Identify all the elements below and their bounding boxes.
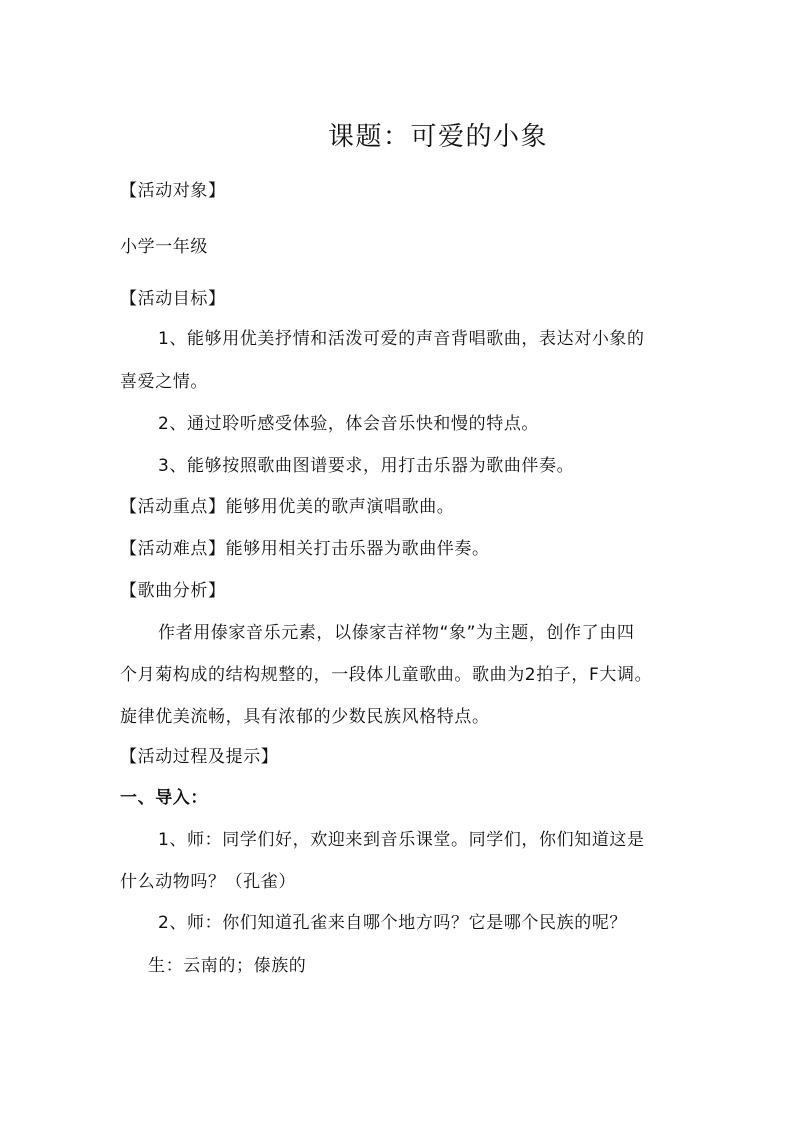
goal-1-line2: 喜爱之情。 [120, 372, 208, 392]
page-title: 课题：可爱的小象 [328, 122, 549, 152]
difficulty: 【活动难点】能够用相关打击乐器为歌曲伴奏。 [120, 539, 490, 559]
key-point: 【活动重点】能够用优美的歌声演唱歌曲。 [120, 497, 455, 517]
goal-1-line1: 1、能够用优美抒情和活泼可爱的声音背唱歌曲，表达对小象的 [158, 329, 645, 349]
section-heading-process: 【活动过程及提示】 [120, 747, 279, 767]
analysis-line1: 作者用傣家音乐元素，以傣家吉祥物“象”为主题，创作了由四 [158, 623, 635, 643]
analysis-line2: 个月菊构成的结构规整的，一段体儿童歌曲。歌曲为2拍子，F大调。 [120, 665, 653, 685]
goal-2: 2、通过聆听感受体验，体会音乐快和慢的特点。 [158, 414, 540, 434]
section-heading-analysis: 【歌曲分析】 [120, 581, 226, 601]
step-2: 2、师：你们知道孔雀来自哪个地方吗？它是哪个民族的呢？ [158, 913, 628, 933]
goal-3: 3、能够按照歌曲图谱要求，用打击乐器为歌曲伴奏。 [158, 456, 575, 476]
step-heading: 一、导入： [120, 788, 208, 808]
target-value: 小学一年级 [120, 237, 208, 257]
analysis-line3: 旋律优美流畅，具有浓郁的少数民族风格特点。 [120, 707, 490, 727]
student-answer: 生：云南的；傣族的 [148, 956, 307, 976]
section-heading-goal: 【活动目标】 [120, 289, 226, 309]
section-heading-target: 【活动对象】 [120, 181, 226, 201]
step-1-line1: 1、师：同学们好，欢迎来到音乐课堂。同学们，你们知道这是 [158, 830, 645, 850]
step-1-line2: 什么动物吗？（孔雀） [120, 872, 296, 892]
